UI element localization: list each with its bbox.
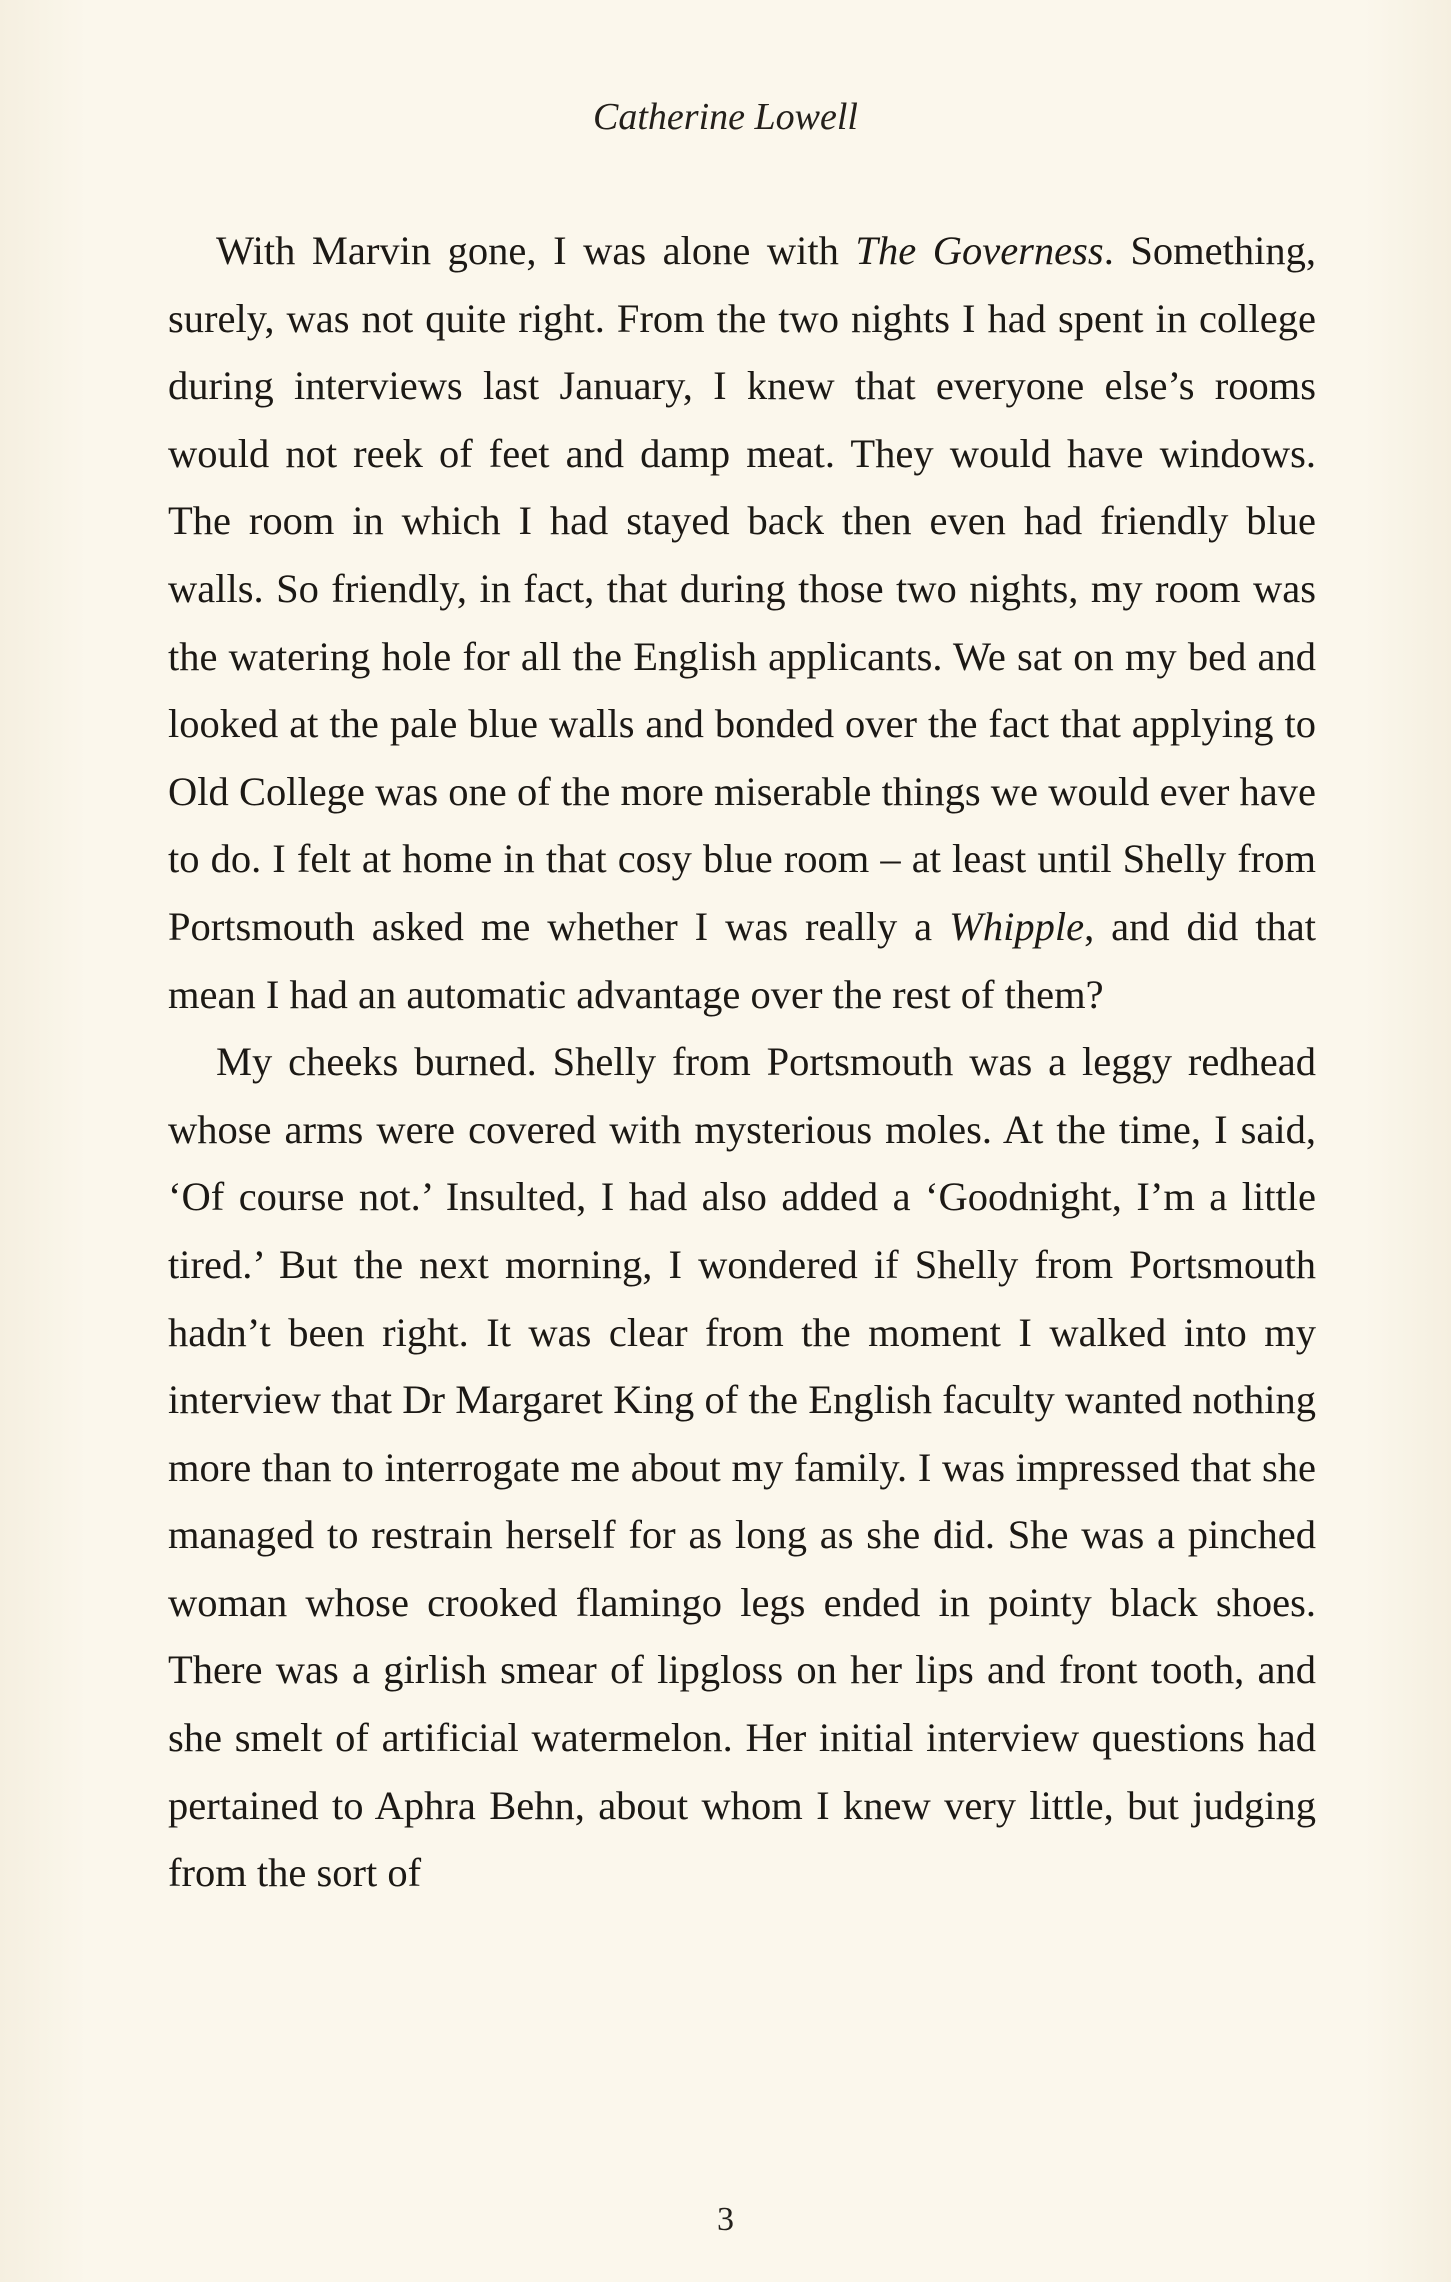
paragraph-1-text-b: . Something, surely, was not quite right. From the two nights I had spent in college during interviews last January, I knew that everyone else’s rooms would not reek of feet and damp meat. They would have windows. The room in which I had stayed back then even had friendly blue walls. So friendly, in fact, that during those two nights, my room was the watering hole for all the English applicants. We sat on my bed and looked at the pale blue walls and bonded over the fact that applying to Old College was one of the more miserable things we would ever have to do. I felt at home in that cosy blue room – at least until Shelly from Portsmouth asked me whether I was really a — [168, 228, 1316, 949]
name-whipple: Whipple — [949, 903, 1085, 949]
running-head-author: Catherine Lowell — [593, 96, 858, 138]
paragraph-1-text-c: , and did that mean I had an automatic advantage over the rest of them? — [168, 903, 1316, 1017]
paragraph-2: My cheeks burned. Shelly from Portsmouth was a leggy redhead whose arms were covered with mysterious moles. At the time, I said, ‘Of course not.’ Insulted, I had also added a ‘Goodnight, I’m a little tired.’ But the next morning, I wondered if Shelly from Portsmouth hadn’t been right. It was clear from the moment I walked into my interview that Dr Margaret King of the English faculty wanted nothing more than to interrogate me about my family. I was impressed that she managed to restrain herself for as long as she did. She was a pinched woman whose crooked flamingo legs ended in pointy black shoes. There was a girlish smear of lipgloss on her lips and front tooth, and she smelt of artificial watermelon. Her initial interview questions had pertained to Aphra Behn, about whom I knew very little, but judging from the sort of — [168, 1039, 1316, 1896]
book-title-the-governess: The Governess — [855, 228, 1104, 273]
paragraph-1-text-a: With Marvin gone, I was alone with — [216, 228, 856, 273]
body-text — [168, 217, 1316, 1907]
page-number: 3 — [717, 2201, 734, 2238]
paragraph-1 — [168, 217, 1316, 1028]
